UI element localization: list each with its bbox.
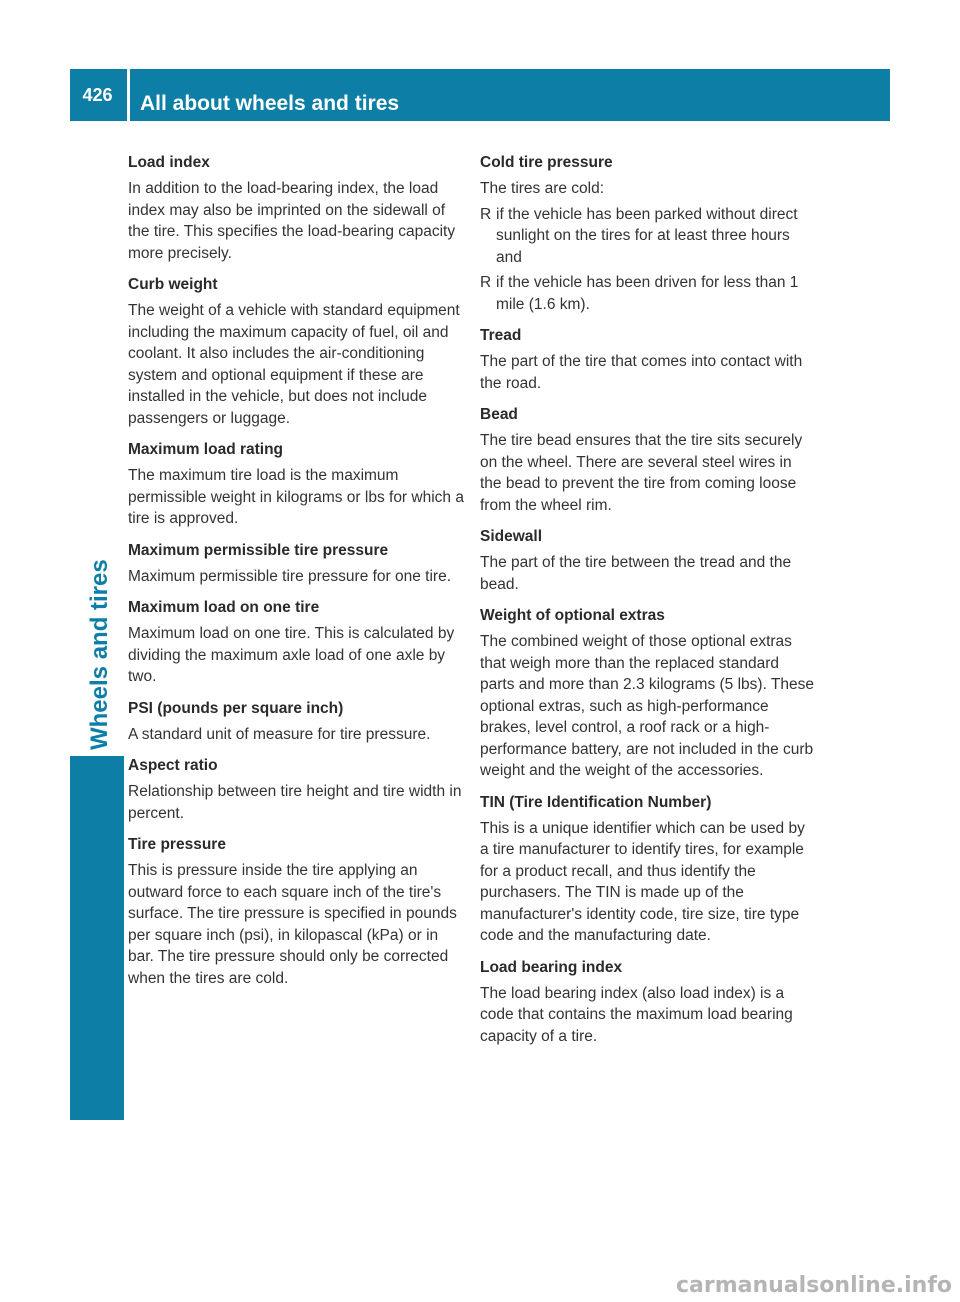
- side-tab-block: [70, 756, 124, 1120]
- glossary-entry: [480, 404, 814, 516]
- glossary-term: Tread: [480, 327, 522, 344]
- glossary-term: Tire pressure: [128, 836, 226, 853]
- glossary-intro: The tires are cold:: [480, 180, 605, 197]
- page-number: 426: [82, 84, 113, 105]
- glossary-entry: [128, 597, 464, 688]
- condition-text: if the vehicle has been driven for less than 1 mile (1.6 km).: [496, 274, 799, 313]
- watermark: carmanualsonline.info: [676, 1273, 952, 1298]
- glossary-term: Load index: [128, 154, 210, 171]
- bullet-mark: R: [480, 274, 492, 291]
- glossary-entry: [128, 755, 464, 824]
- condition-item: [480, 204, 814, 269]
- glossary-definition: Relationship between tire height and tire width in percent.: [128, 783, 462, 822]
- glossary-entry: [128, 152, 464, 264]
- glossary-definition: The part of the tire between the tread and the bead.: [480, 554, 792, 593]
- glossary-term: Maximum load on one tire: [128, 599, 320, 616]
- glossary-definition: Maximum load on one tire. This is calculated by dividing the maximum axle load of one axle by two.: [128, 625, 455, 685]
- page-header: [70, 69, 890, 121]
- condition-list: [480, 204, 814, 316]
- glossary-term: Maximum load rating: [128, 441, 284, 458]
- glossary-entry: [480, 792, 814, 947]
- glossary-term: PSI (pounds per square inch): [128, 699, 344, 717]
- glossary-entry: [128, 274, 464, 429]
- right-column: [480, 152, 814, 1057]
- glossary-definition: The load bearing index (also load index) is a code that contains the maximum load bearing capacity of a tire.: [480, 984, 793, 1045]
- glossary-term: Cold tire pressure: [480, 154, 613, 171]
- bullet-mark: R: [480, 205, 492, 223]
- glossary-entry: [128, 698, 464, 746]
- section-title: All about wheels and tires: [140, 92, 400, 115]
- glossary-definition: A standard unit of measure for tire pressure.: [128, 725, 431, 743]
- glossary-entry: [480, 526, 814, 595]
- glossary-entry: [128, 834, 464, 989]
- glossary-definition: This is a unique identifier which can be used by a tire manufacturer to identify tires, for example for a product recall, and thus identify the purchasers. The TIN is made up of the manufacturer's identity code, tire size, tire type code and the manufacturing date.: [480, 819, 805, 944]
- glossary-definition: This is pressure inside the tire applying an outward force to each square inch of the tire's surface. The tire pressure is specified in pounds per square inch (psi), in kilopascal (kPa) or in bar. The tire pressure should only be corrected when the tires are cold.: [128, 862, 457, 987]
- glossary-term: Sidewall: [480, 528, 543, 545]
- glossary-entry: [128, 540, 464, 588]
- glossary-definition: Maximum permissible tire pressure for one tire.: [128, 567, 452, 585]
- glossary-entry: [480, 325, 814, 394]
- glossary-definition: In addition to the load-bearing index, the load index may also be imprinted on the sidewall of the tire. This specifies the load-bearing capacity more precisely.: [128, 180, 456, 262]
- glossary-term: Aspect ratio: [128, 757, 218, 774]
- glossary-definition: The maximum tire load is the maximum permissible weight in kilograms or lbs for which a tire is approved.: [128, 467, 464, 527]
- glossary-entry: [480, 605, 814, 782]
- glossary-term: Weight of optional extras: [480, 607, 665, 624]
- glossary-entry: [480, 957, 814, 1048]
- glossary-term: Curb weight: [128, 276, 218, 293]
- condition-text: if the vehicle has been parked without direct sunlight on the tires for at least three hours and: [496, 205, 798, 266]
- glossary-definition: The combined weight of those optional extras that weigh more than the replaced standard parts and more than 2.3 kilograms (5 lbs). These optional extras, such as high-performance brakes, level control, a roof rack or a high-performance battery, are not included in the curb weight and the weight of the accessories.: [480, 633, 814, 779]
- glossary-definition: The part of the tire that comes into contact with the road.: [480, 353, 803, 392]
- glossary-definition: The tire bead ensures that the tire sits securely on the wheel. There are several steel wires in the bead to prevent the tire from coming loose from the wheel rim.: [480, 432, 803, 514]
- glossary-entry-cold-tire: [480, 152, 814, 315]
- glossary-term: Bead: [480, 406, 518, 423]
- glossary-definition: The weight of a vehicle with standard equipment including the maximum capacity of fuel, oil and coolant. It also includes the air-conditioning system and optional equipment if these are installed in the vehicle, but does not include passengers or luggage.: [128, 302, 460, 427]
- glossary-term: Load bearing index: [480, 958, 623, 976]
- glossary-term: TIN (Tire Identification Number): [480, 793, 712, 811]
- glossary-entry: [128, 439, 464, 530]
- side-tab-label: Wheels and tires: [86, 559, 113, 750]
- glossary-term: Maximum permissible tire pressure: [128, 541, 389, 559]
- header-divider: [127, 69, 130, 121]
- condition-item: [480, 272, 814, 315]
- left-column: [128, 152, 464, 999]
